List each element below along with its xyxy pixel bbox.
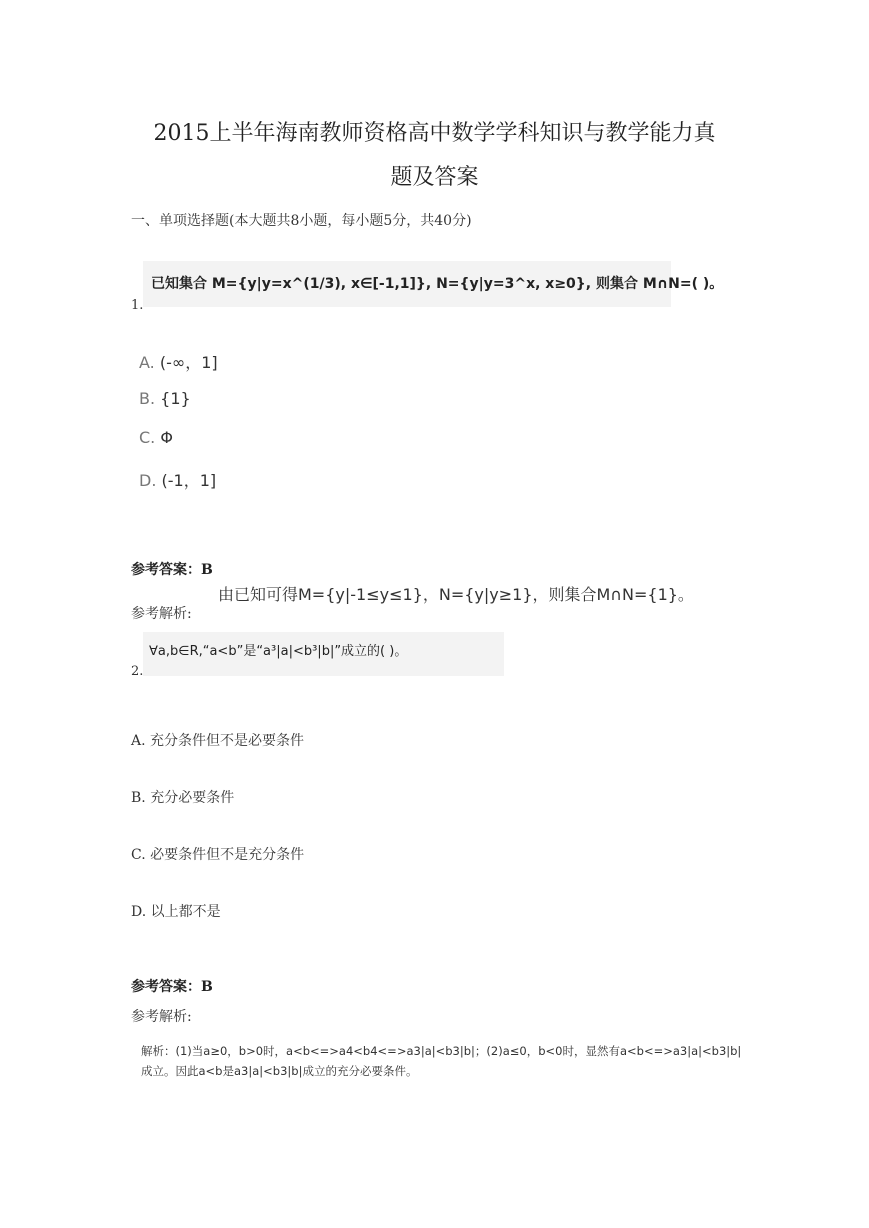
q1-option-c-text: Φ xyxy=(160,428,173,447)
q1-option-a-letter: A. xyxy=(139,353,155,372)
q2-answer: 参考答案：B xyxy=(131,979,213,995)
q2-option-d-letter: D. xyxy=(131,904,147,920)
q1-analysis-text: 由已知可得M={y|-1≤y≤1}，N={y|y≥1}，则集合M∩N={1}。 xyxy=(218,585,694,604)
q1-option-b xyxy=(139,389,191,408)
q2-option-a-text: 充分条件但不是必要条件 xyxy=(150,733,305,749)
q2-option-a-letter: A. xyxy=(131,733,146,749)
q2-stem: ∀a,b∈R,“a<b”是“a³|a|<b³|b|”成立的( )。 xyxy=(149,644,408,659)
q1-option-d-text: (-1，1] xyxy=(161,471,217,490)
q2-analysis-label: 参考解析: xyxy=(131,1009,192,1025)
q2-option-d xyxy=(131,901,221,921)
document-title-line2: 题及答案 xyxy=(390,165,479,190)
q1-option-a-text: (-∞，1] xyxy=(159,353,218,372)
q2-option-a xyxy=(131,730,304,750)
q1-analysis-label: 参考解析: xyxy=(131,606,192,622)
q2-analysis-line1: 解析：(1)当a≥0，b>0时，a<b<=>a4<b4<=>a3|a|<b3|b|；(2)a≤0，b<0时，显然有a<b<=>a3|a|<b3|b| xyxy=(141,1044,742,1058)
q2-stem-image xyxy=(143,632,504,676)
q1-option-a xyxy=(139,350,218,373)
q1-option-b-letter: B. xyxy=(139,389,156,408)
q1-stem-image xyxy=(143,261,724,307)
q2-option-b-letter: B. xyxy=(131,790,146,806)
section-heading: 一、单项选择题(本大题共8小题，每小题5分，共40分) xyxy=(131,213,472,229)
q1-number: 1. xyxy=(131,298,144,313)
q2-option-c-text: 必要条件但不是充分条件 xyxy=(150,847,305,863)
document-title-line1: 2015上半年海南教师资格高中数学学科知识与教学能力真 xyxy=(153,121,716,146)
q1-answer: 参考答案：B xyxy=(131,562,213,578)
q2-option-b-text: 充分必要条件 xyxy=(150,790,235,806)
q1-option-c xyxy=(139,428,173,447)
q1-option-b-text: {1} xyxy=(160,389,191,408)
q2-option-c-letter: C. xyxy=(131,847,146,863)
q2-number: 2. xyxy=(131,664,144,679)
q1-option-d xyxy=(139,468,216,491)
q2-analysis-line2: 成立。因此a<b是a3|a|<b3|b|成立的充分必要条件。 xyxy=(141,1064,418,1078)
q1-option-c-letter: C. xyxy=(139,428,156,447)
q1-option-d-letter: D. xyxy=(139,471,157,490)
q1-stem: 已知集合 M={y|y=x^(1/3), x∈[-1,1]}, N={y|y=3^x, x≥0}, 则集合 M∩N=( )。 xyxy=(151,276,724,292)
q2-option-c xyxy=(131,844,304,864)
q2-option-b xyxy=(131,787,234,807)
q2-option-d-text: 以上都不是 xyxy=(150,904,221,920)
